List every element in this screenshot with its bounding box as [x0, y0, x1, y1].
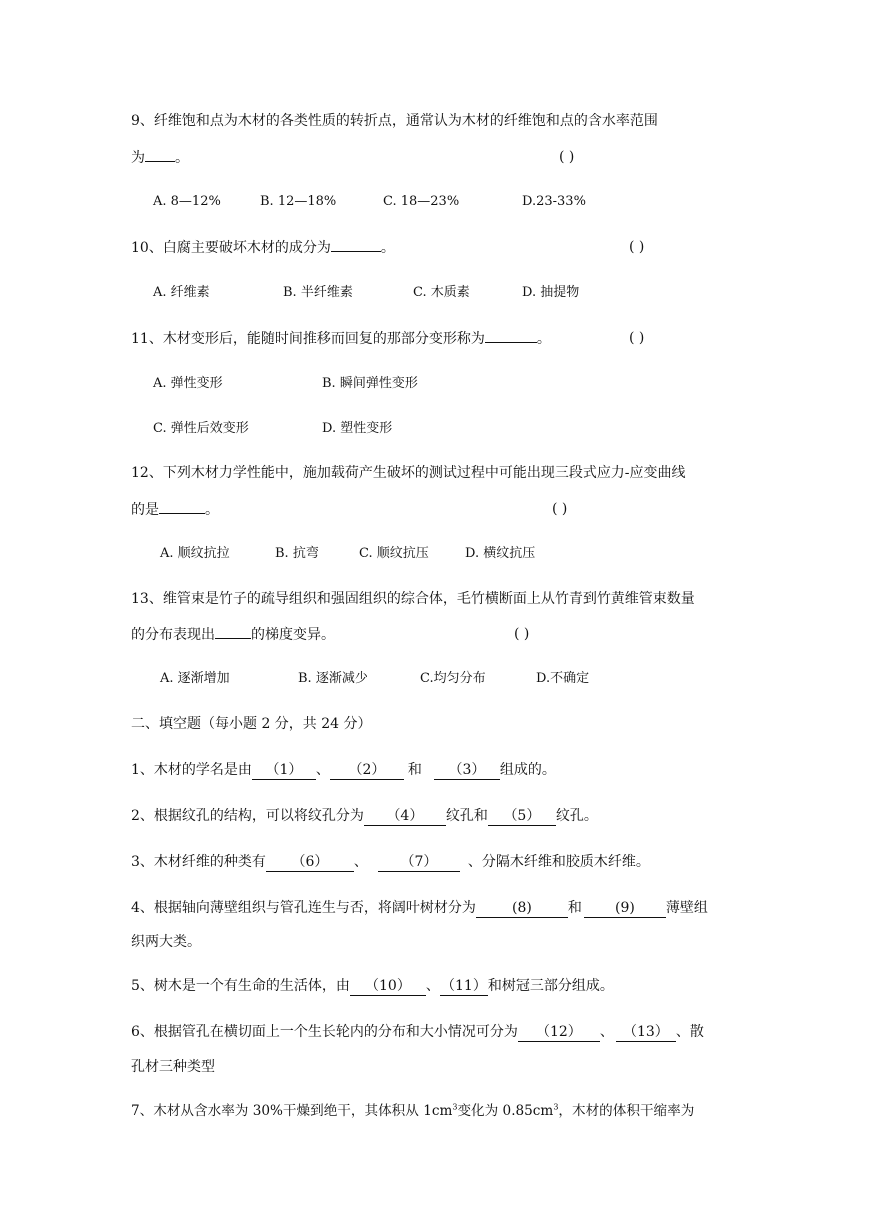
fill-4-text-a: 4、根据轴向薄壁组织与管孔连生与否，将阔叶树材分为 — [131, 900, 476, 916]
fill-6-text-d: 、散 — [675, 1024, 704, 1040]
question-10-option-d: D. 抽提物 — [522, 285, 580, 300]
fill-blank-9: (9) — [584, 900, 666, 918]
fill-6-text-a: 6、根据管孔在横切面上一个生长轮内的分布和大小情况可分为 — [131, 1024, 518, 1040]
question-13-option-c: C.均匀分布 — [420, 671, 486, 686]
question-11-answer-paren: ( ) — [629, 330, 645, 346]
question-12-option-a: A. 顺纹抗拉 — [160, 546, 230, 561]
question-9-option-d: D.23-33% — [522, 194, 586, 209]
question-13-option-a: A. 逐渐增加 — [160, 671, 230, 686]
question-9-answer-paren: ( ) — [559, 149, 575, 165]
question-9-option-b: B. 12—18% — [260, 194, 337, 209]
fill-5-text-d: 和树冠三部分组成。 — [487, 978, 614, 994]
question-9-option-c: C. 18—23% — [383, 194, 460, 209]
fill-question-6 — [131, 1022, 704, 1042]
question-11-option-a: A. 弹性变形 — [153, 376, 223, 391]
question-13-answer-paren: ( ) — [514, 626, 530, 642]
fill-question-4 — [131, 898, 708, 918]
fill-question-7 — [131, 1101, 694, 1121]
question-12-text-line2 — [131, 499, 219, 520]
question-9-prefix: 为 — [131, 150, 145, 166]
fill-4-text-d: 薄壁组 — [665, 900, 708, 916]
question-12-text: 12、下列木材力学性能中，施加载荷产生破坏的测试过程中可能出现三段式应力-应变曲线 — [131, 465, 686, 481]
question-10-option-a: A. 纤维素 — [153, 285, 210, 300]
fill-7-text-c: ，木材的体积干缩率为 — [558, 1103, 695, 1119]
question-10-text — [131, 237, 395, 258]
question-9-text-line2 — [131, 147, 189, 168]
fill-question-2 — [131, 806, 598, 826]
fill-4-text-c: 和 — [567, 900, 582, 916]
question-9-option-a: A. 8—12% — [153, 194, 221, 209]
fill-blank-10: （10） — [350, 978, 426, 996]
question-12-option-b: B. 抗弯 — [275, 546, 319, 561]
fill-7-text-b: 变化为 0.85cm — [457, 1103, 554, 1119]
fill-2-text-a: 2、根据纹孔的结构，可以将纹孔分为 — [131, 808, 364, 824]
fill-3-text-c: 、 — [353, 854, 368, 870]
question-13-text: 13、维管束是竹子的疏导组织和强固组织的综合体，毛竹横断面上从竹青到竹黄维管束数量 — [131, 591, 695, 607]
fill-6-text-c: 、 — [599, 1024, 614, 1040]
question-11-text — [131, 328, 551, 349]
fill-blank-1: （1） — [252, 762, 316, 780]
fill-5-text-a: 5、树木是一个有生命的生活体，由 — [131, 978, 350, 994]
question-12-suffix: 。 — [205, 502, 219, 518]
question-13-option-d: D.不确定 — [536, 671, 590, 686]
fill-5-text-c: 、 — [425, 978, 440, 994]
question-11-option-b: B. 瞬间弹性变形 — [322, 376, 418, 391]
question-12-option-c: C. 顺纹抗压 — [359, 546, 429, 561]
question-13-blank — [215, 624, 251, 639]
question-13-suffix: 的梯度变异。 — [251, 627, 335, 643]
fill-1-text-d: 和 — [407, 762, 422, 778]
question-10-suffix: 。 — [380, 240, 395, 256]
fill-1-text-e: 组成的。 — [499, 762, 556, 778]
question-10-option-b: B. 半纤维素 — [283, 285, 353, 300]
question-11-option-c: C. 弹性后效变形 — [153, 421, 249, 436]
question-9-suffix: 。 — [175, 150, 189, 166]
question-11-suffix: 。 — [536, 331, 551, 347]
question-11-option-d: D. 塑性变形 — [322, 421, 393, 436]
question-12-prefix: 的是 — [131, 502, 159, 518]
fill-3-text-d: 、分隔木纤维和胶质木纤维。 — [467, 854, 650, 870]
fill-7-superscript-2: 3 — [553, 1102, 559, 1112]
fill-7-text-a: 7、木材从含水率为 30%干燥到绝干，其体积从 1cm — [131, 1103, 453, 1119]
fill-blank-2: （2） — [330, 762, 404, 780]
fill-blank-11: （11） — [441, 978, 487, 994]
question-12-option-d: D. 横纹抗压 — [465, 546, 536, 561]
question-13-prefix: 的分布表现出 — [131, 627, 215, 643]
fill-blank-7: （7） — [378, 854, 460, 872]
fill-question-4-line2: 织两大类。 — [131, 934, 201, 950]
fill-7-superscript-1: 3 — [452, 1102, 458, 1112]
question-13-option-b: B. 逐渐减少 — [298, 671, 368, 686]
fill-question-5 — [131, 976, 614, 996]
question-9-text: 9、纤维饱和点为木材的各类性质的转折点，通常认为木材的纤维饱和点的含水率范围 — [131, 113, 658, 129]
fill-1-text-c: 、 — [315, 762, 330, 778]
fill-blank-4: （4） — [364, 808, 446, 826]
fill-blank-8: (8) — [476, 900, 568, 918]
fill-question-6-line2: 孔材三种类型 — [131, 1059, 215, 1075]
fill-blank-5: （5） — [488, 808, 556, 826]
question-10-prefix: 10、白腐主要破坏木材的成分为 — [131, 240, 331, 256]
question-13-text-line2 — [131, 624, 335, 645]
fill-2-text-d: 纹孔。 — [555, 808, 598, 824]
fill-3-text-a: 3、木材纤维的种类有 — [131, 854, 266, 870]
question-11-blank — [485, 328, 537, 343]
fill-blank-3: （3） — [434, 762, 500, 780]
question-11-prefix: 11、木材变形后，能随时间推移而回复的那部分变形称为 — [131, 331, 485, 347]
fill-2-text-c: 纹孔和 — [445, 808, 488, 824]
fill-question-1 — [131, 760, 556, 780]
section-2-heading: 二、填空题（每小题 2 分，共 24 分） — [131, 716, 372, 732]
fill-1-text-a: 1、木材的学名是由 — [131, 762, 252, 778]
question-10-option-c: C. 木质素 — [413, 285, 470, 300]
question-9-blank — [145, 147, 175, 162]
fill-question-3 — [131, 852, 650, 872]
question-10-answer-paren: ( ) — [629, 239, 645, 255]
question-12-blank — [159, 499, 205, 514]
question-12-answer-paren: ( ) — [552, 501, 568, 517]
fill-blank-12: （12） — [518, 1024, 600, 1042]
fill-blank-6: （6） — [266, 854, 354, 872]
fill-blank-13: （13） — [616, 1024, 676, 1042]
question-10-blank — [331, 237, 381, 252]
